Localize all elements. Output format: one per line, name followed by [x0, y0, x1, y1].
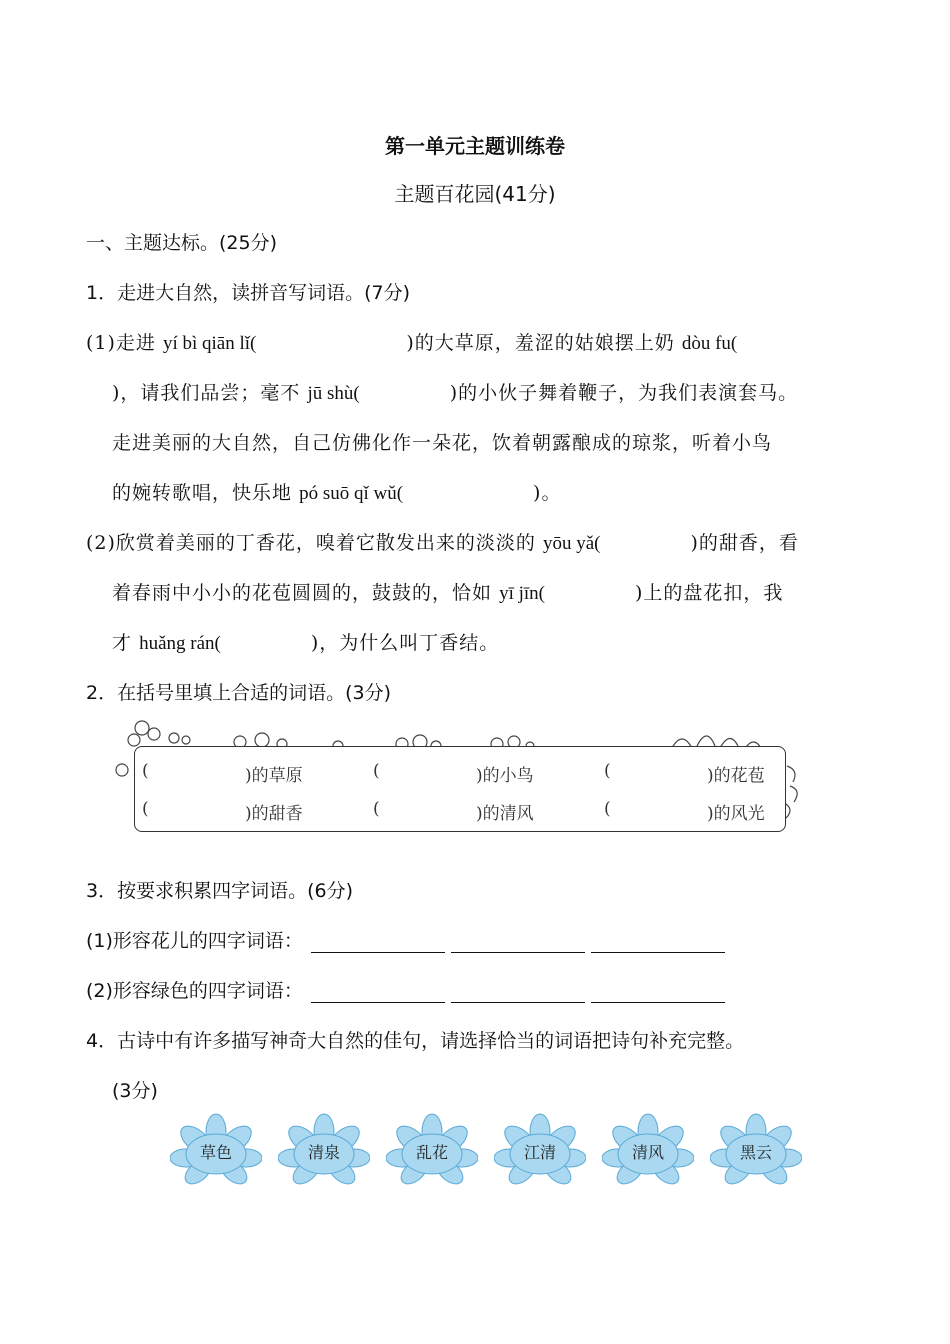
word-label: 江清 [523, 1143, 556, 1162]
fill-in-table [134, 746, 786, 832]
q1-paragraph2-line3 [112, 628, 499, 655]
text: )，为什么叫丁香结。 [310, 632, 500, 654]
word-label: 乱花 [415, 1143, 448, 1162]
question-2-heading: 2．在括号里填上合适的词语。(3分) [86, 682, 392, 704]
word-label: 黑云 [739, 1143, 772, 1162]
phrase-cell: )的花苞 [707, 766, 765, 786]
paren-open: ( [604, 799, 611, 819]
paren-open: ( [142, 799, 149, 819]
q1-paragraph1-line1 [86, 328, 737, 355]
text: )的小伙子舞着鞭子，为我们表演套马。 [449, 382, 799, 404]
word-label: 清泉 [307, 1143, 340, 1162]
flower-fence-box [112, 716, 802, 838]
page-title: 第一单元主题训练卷 [385, 134, 565, 158]
pinyin: yī jīn( [499, 583, 545, 604]
paren-open: ( [373, 799, 380, 819]
q3-item-1 [86, 926, 731, 953]
phrase-cell: )的小鸟 [476, 766, 534, 786]
text: 才 [112, 632, 133, 654]
paren-open: ( [604, 761, 611, 781]
word-flower[interactable] [278, 1112, 370, 1188]
word-flower[interactable] [386, 1112, 478, 1188]
answer-line[interactable] [591, 934, 725, 953]
phrase-cell: )的风光 [707, 804, 765, 824]
word-flower[interactable] [494, 1112, 586, 1188]
text: )的甜香，看 [690, 532, 799, 554]
q1-paragraph1-line4 [112, 478, 561, 505]
item-label: (1)形容花儿的四字词语： [86, 930, 303, 952]
q1-paragraph1-line3: 走进美丽的大自然，自己仿佛化作一朵花，饮着朝露酿成的琼浆，听着小鸟 [112, 432, 773, 454]
section-heading: 一、主题达标。(25分) [86, 232, 278, 254]
pinyin: dòu fu( [681, 333, 738, 354]
q3-item-2 [86, 976, 731, 1003]
q1-paragraph2-line2 [112, 578, 783, 605]
question-3-heading: 3．按要求积累四字词语。(6分) [86, 880, 354, 902]
answer-line[interactable] [591, 984, 725, 1003]
word-label: 草色 [199, 1143, 232, 1162]
pinyin: huǎng rán( [139, 633, 221, 654]
pinyin: pó suō qǐ wǔ( [299, 483, 404, 504]
text: (1)走进 [86, 332, 156, 354]
word-flower[interactable] [602, 1112, 694, 1188]
word-flower[interactable] [170, 1112, 262, 1188]
word-label: 清风 [631, 1143, 664, 1162]
text: )，请我们品尝；毫不 [112, 382, 301, 404]
pinyin: jū shù( [307, 383, 360, 404]
text: )的大草原，羞涩的姑娘摆上奶 [406, 332, 675, 354]
text: (2)欣赏着美丽的丁香花，嗅着它散发出来的淡淡的 [86, 532, 536, 554]
item-label: (2)形容绿色的四字词语： [86, 980, 303, 1002]
page-subtitle: 主题百花园(41分) [394, 182, 556, 206]
answer-line[interactable] [311, 934, 445, 953]
phrase-cell: )的甜香 [245, 804, 303, 824]
pinyin: yí bì qiān lǐ( [162, 333, 257, 354]
q1-paragraph1-line2 [112, 378, 798, 405]
answer-line[interactable] [451, 984, 585, 1003]
question-4-score: (3分) [112, 1080, 158, 1102]
paren-open: ( [373, 761, 380, 781]
phrase-cell: )的草原 [245, 766, 303, 786]
phrase-cell: )的清风 [476, 804, 534, 824]
question-1-heading: 1．走进大自然，读拼音写词语。(7分) [86, 282, 411, 304]
answer-line[interactable] [311, 984, 445, 1003]
pinyin: yōu yǎ( [542, 533, 601, 554]
text: )上的盘花扣，我 [634, 582, 784, 604]
answer-line[interactable] [451, 934, 585, 953]
question-4-heading: 4．古诗中有许多描写神奇大自然的佳句，请选择恰当的词语把诗句补充完整。 [86, 1030, 745, 1052]
word-flower[interactable] [710, 1112, 802, 1188]
text: )。 [533, 482, 562, 504]
text: 着春雨中小小的花苞圆圆的，鼓鼓的，恰如 [112, 582, 493, 604]
text: 的婉转歌唱，快乐地 [112, 482, 293, 504]
paren-open: ( [142, 761, 149, 781]
q1-paragraph2-line1 [86, 528, 799, 555]
